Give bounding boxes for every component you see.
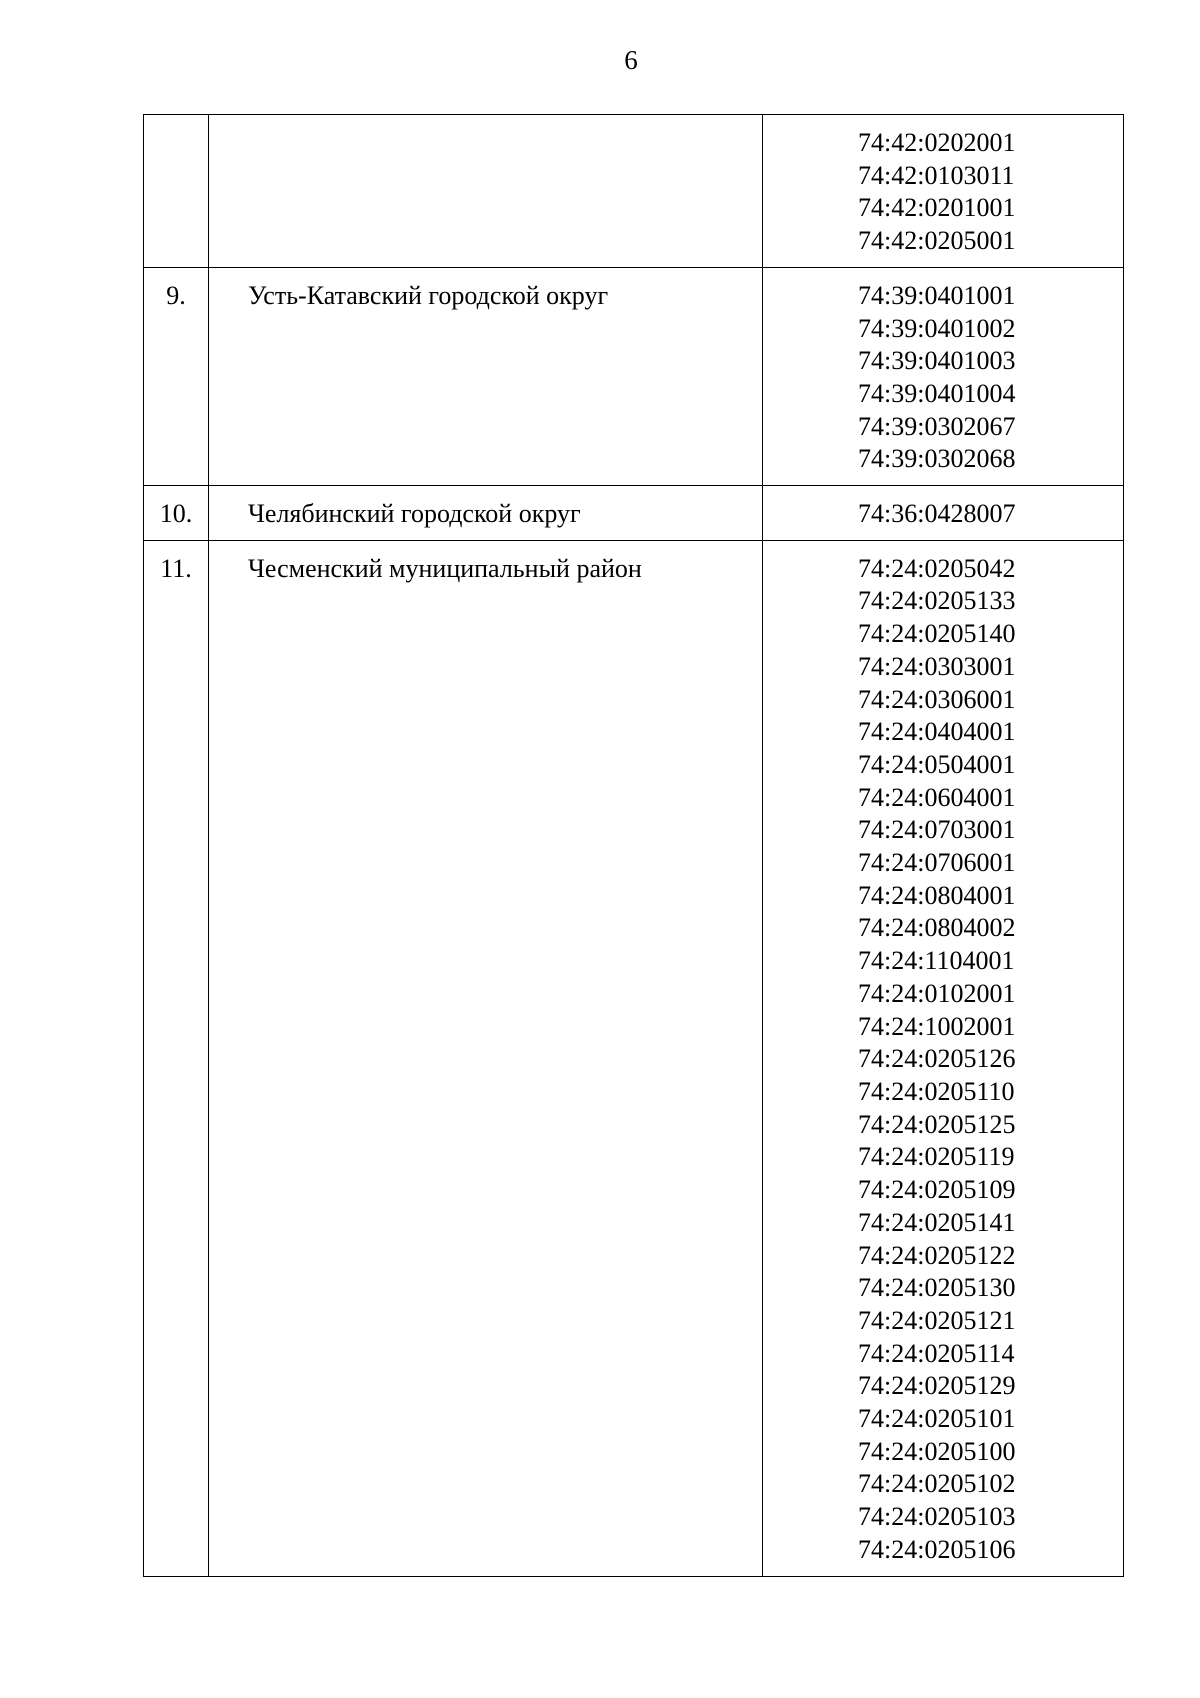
cadastral-code: 74:36:0428007	[858, 499, 1016, 529]
cadastral-code: 74:39:0401002	[858, 313, 1016, 343]
cadastral-code: 74:24:0205109	[858, 1175, 1016, 1205]
cadastral-code: 74:24:1002001	[858, 1011, 1016, 1041]
cadastral-code: 74:39:0401003	[858, 346, 1016, 376]
cadastral-code: 74:24:0604001	[858, 782, 1016, 812]
cadastral-code: 74:24:0205130	[858, 1273, 1016, 1303]
cadastral-code: 74:42:0202001	[858, 128, 1016, 157]
cadastral-code: 74:39:0302067	[858, 411, 1016, 441]
cadastral-code: 74:24:0205133	[858, 586, 1016, 616]
cadastral-code: 74:24:0306001	[858, 684, 1016, 714]
cadastral-code: 74:24:0102001	[858, 978, 1016, 1008]
row-number-cell: 11.	[144, 540, 209, 1576]
cadastral-code: 74:24:0205106	[858, 1534, 1016, 1564]
cadastral-code: 74:24:0205103	[858, 1502, 1016, 1532]
cadastral-code: 74:24:0205125	[858, 1109, 1016, 1139]
cadastral-code: 74:24:0205110	[858, 1076, 1015, 1106]
cadastral-code: 74:39:0302068	[858, 444, 1016, 474]
cadastral-code: 74:39:0401001	[858, 280, 1016, 310]
cadastral-code: 74:24:0205114	[858, 1338, 1015, 1368]
cadastral-code: 74:24:0205126	[858, 1044, 1016, 1074]
table-row	[144, 540, 1124, 1576]
cadastral-code: 74:24:0205122	[858, 1240, 1016, 1270]
table-row	[144, 486, 1124, 541]
page-number: 6	[624, 45, 638, 75]
municipality-name-cell: Чесменский муниципальный район	[209, 540, 763, 1576]
cadastral-code: 74:24:0703001	[858, 815, 1016, 845]
cadastral-code: 74:24:0205119	[858, 1142, 1015, 1172]
cadastral-code: 74:24:1104001	[858, 946, 1015, 976]
municipality-name-cell: Челябинский городской округ	[209, 486, 763, 541]
cadastral-code: 74:24:0404001	[858, 717, 1016, 747]
cadastral-code: 74:24:0205042	[858, 553, 1016, 583]
cadastral-table	[143, 114, 1124, 1577]
cadastral-code: 74:42:0205001	[858, 226, 1016, 256]
cadastral-codes-cell	[763, 486, 1124, 541]
row-number-cell	[144, 115, 209, 268]
cadastral-code: 74:39:0401004	[858, 378, 1016, 408]
row-number-cell: 10.	[144, 486, 209, 541]
cadastral-codes-cell	[763, 540, 1124, 1576]
cadastral-code: 74:24:0706001	[858, 848, 1016, 878]
cadastral-code: 74:24:0804002	[858, 913, 1016, 943]
cadastral-code: 74:24:0205101	[858, 1404, 1016, 1434]
cadastral-codes-cell	[763, 115, 1124, 268]
cadastral-code: 74:24:0205102	[858, 1469, 1016, 1499]
table-body	[144, 115, 1124, 1577]
cadastral-code: 74:24:0303001	[858, 651, 1016, 681]
row-number-cell: 9.	[144, 267, 209, 485]
municipality-name-cell: Усть-Катавский городской округ	[209, 267, 763, 485]
cadastral-code: 74:24:0205129	[858, 1371, 1016, 1401]
cadastral-code: 74:24:0205141	[858, 1207, 1016, 1237]
cadastral-code: 74:24:0205121	[858, 1305, 1016, 1335]
cadastral-code: 74:42:0103011	[858, 160, 1015, 190]
cadastral-code: 74:24:0804001	[858, 880, 1016, 910]
table-row	[144, 267, 1124, 485]
cadastral-code: 74:24:0205140	[858, 619, 1016, 649]
cadastral-codes-cell	[763, 267, 1124, 485]
cadastral-code: 74:24:0205100	[858, 1436, 1016, 1466]
cadastral-code: 74:24:0504001	[858, 749, 1016, 779]
cadastral-code: 74:42:0201001	[858, 193, 1016, 223]
table-row	[144, 115, 1124, 268]
municipality-name-cell	[209, 115, 763, 268]
